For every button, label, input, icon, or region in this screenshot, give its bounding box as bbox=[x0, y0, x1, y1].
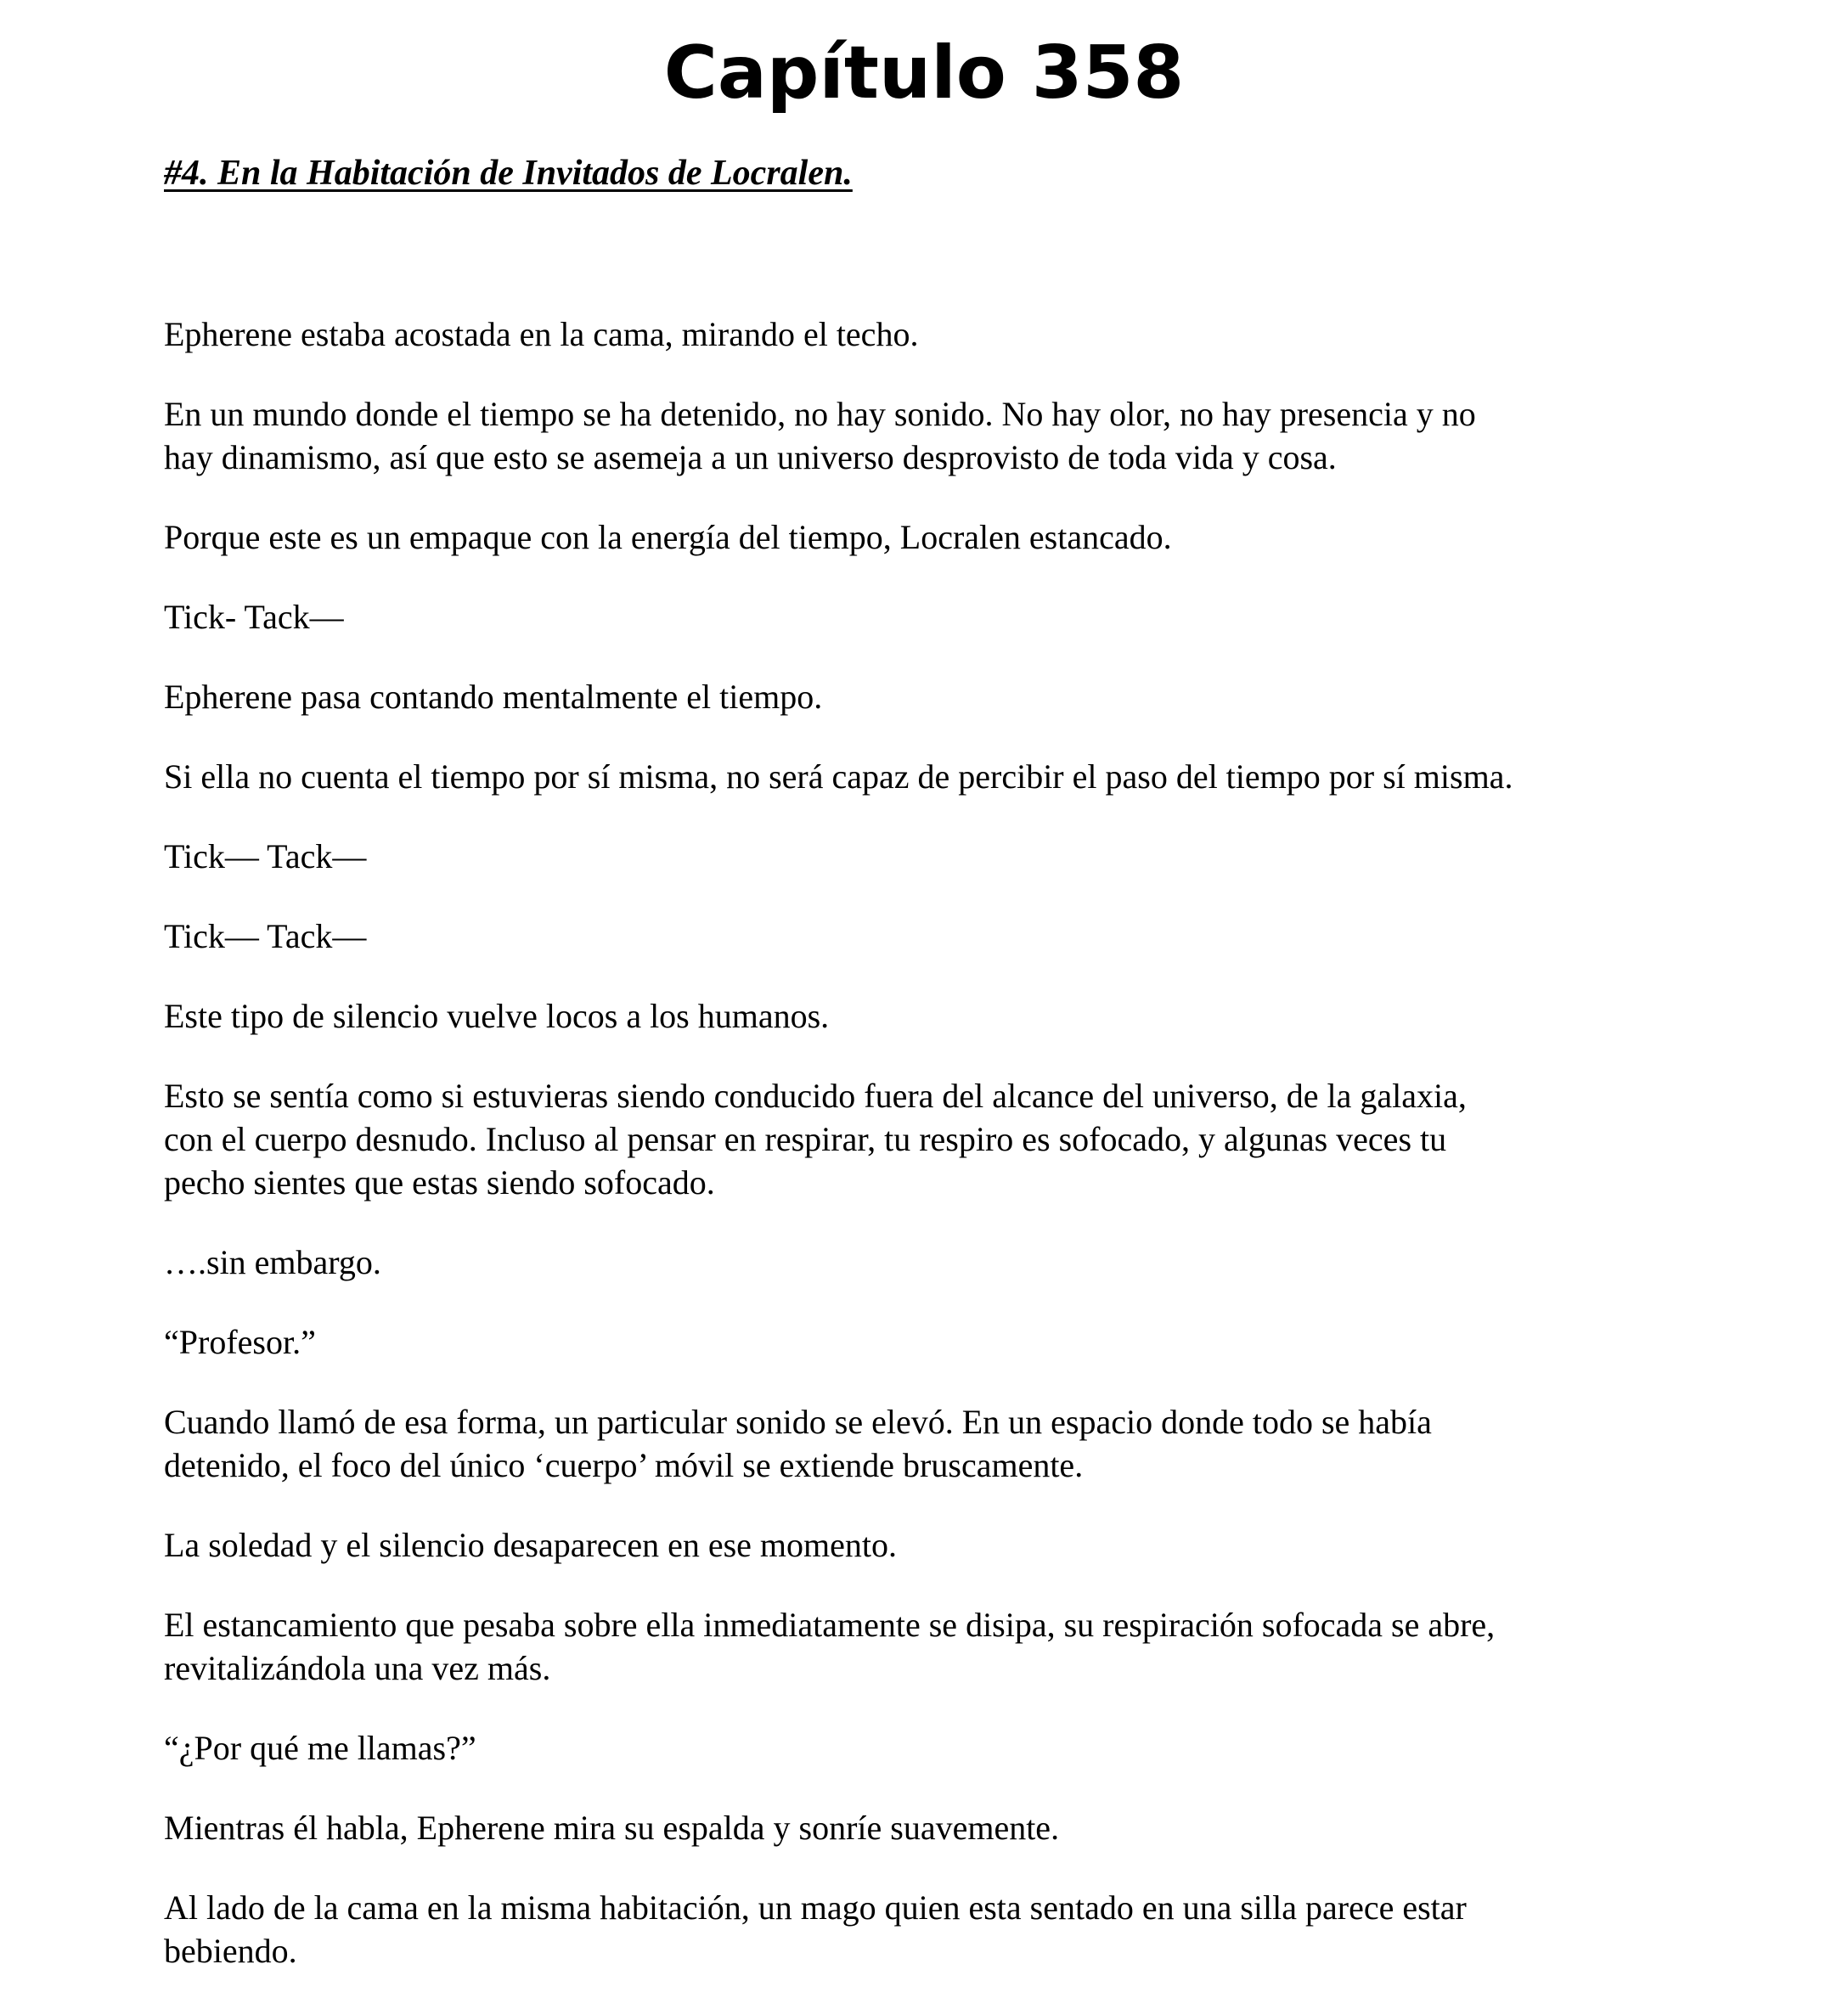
paragraph: Si ella no cuenta el tiempo por sí misma, no será capaz de percibir el paso del tiempo por sí misma. bbox=[164, 757, 1513, 796]
paragraph: “Profesor.” bbox=[164, 1323, 316, 1361]
paragraph: Esto se sentía como si estuvieras siendo conducido fuera del alcance del universo, de la galaxia, con el cuerpo desnudo. Incluso al pensar en respirar, tu respiro es sofocado, y algunas veces tu pecho sientes que estas siendo sofocado. bbox=[164, 1077, 1467, 1201]
paragraph: ….sin embargo. bbox=[164, 1243, 381, 1281]
chapter-title: Capítulo 358 bbox=[663, 31, 1185, 115]
paragraph: Tick- Tack— bbox=[164, 598, 344, 636]
paragraph: Epherene estaba acostada en la cama, mirando el techo. bbox=[164, 315, 919, 353]
paragraph: Porque este es un empaque con la energía del tiempo, Locralen estancado. bbox=[164, 518, 1172, 556]
paragraph: Tick— Tack— bbox=[164, 917, 367, 955]
paragraph: El estancamiento que pesaba sobre ella inmediatamente se disipa, su respiración sofocada se abre, revitalizándola una vez más. bbox=[164, 1606, 1496, 1687]
paragraph: “¿Por qué me llamas?” bbox=[164, 1729, 476, 1767]
paragraph: Cuando llamó de esa forma, un particular sonido se elevó. En un espacio donde todo se había detenido, el foco del único ‘cuerpo’ móvil se extiende bruscamente. bbox=[164, 1403, 1432, 1484]
paragraph: En un mundo donde el tiempo se ha detenido, no hay sonido. No hay olor, no hay presencia y no hay dinamismo, así que esto se asemeja a un universo desprovisto de toda vida y cosa. bbox=[164, 395, 1476, 476]
paragraph: Mientras él habla, Epherene mira su espalda y sonríe suavemente. bbox=[164, 1809, 1060, 1847]
paragraph: Epherene pasa contando mentalmente el tiempo. bbox=[164, 678, 823, 716]
section-heading: #4. En la Habitación de Invitados de Locralen. bbox=[164, 154, 853, 193]
paragraph: Al lado de la cama en la misma habitación, un mago quien esta sentado en una silla parece estar bebiendo. bbox=[164, 1888, 1467, 1970]
document-body bbox=[164, 312, 1710, 2009]
paragraph: Este tipo de silencio vuelve locos a los humanos. bbox=[164, 997, 830, 1035]
paragraph: Tick— Tack— bbox=[164, 837, 367, 875]
paragraph: La soledad y el silencio desaparecen en ese momento. bbox=[164, 1526, 897, 1564]
